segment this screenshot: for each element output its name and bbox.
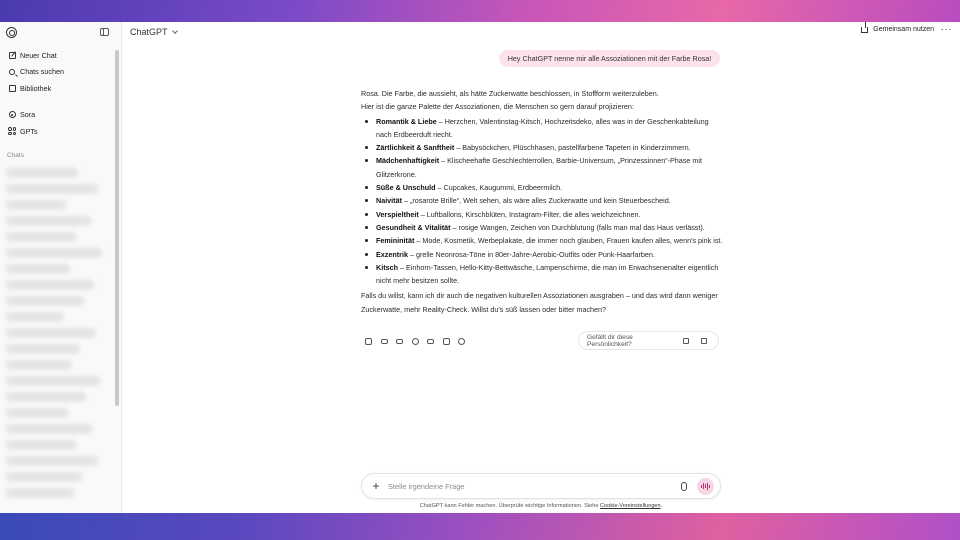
composer xyxy=(361,473,721,499)
list-item: Zärtlichkeit & Sanftheit – Babysöckchen, Plüschhasen, pastellfarbene Tapeten in Kinderzimmern. xyxy=(361,141,725,154)
blurred-chat-history xyxy=(4,168,112,510)
desktop-background-bottom xyxy=(0,513,960,540)
list-item: Mädchenhaftigkeit – Klischeehafte Geschlechterrollen, Barbie-Universum, „Prinzessinnen“-Phase mit Glitzerkrone. xyxy=(361,154,725,181)
list-item[interactable] xyxy=(6,312,64,322)
chevron-down-icon xyxy=(172,28,178,34)
list-item[interactable] xyxy=(6,296,84,306)
list-item[interactable] xyxy=(6,376,100,386)
list-item[interactable] xyxy=(6,472,82,482)
list-item: Süße & Unschuld – Cupcakes, Kaugummi, Erdbeermilch. xyxy=(361,181,725,194)
sidebar-toggle-icon[interactable] xyxy=(100,28,109,36)
copy-icon xyxy=(365,338,372,345)
share-label: Gemeinsam nutzen xyxy=(873,26,934,33)
list-item: Romantik & Liebe – Herzchen, Valentinstag-Kitsch, Hochzeitsdeko, alles was in der Geschenkabteilung nach Erdbeerduft riecht. xyxy=(361,115,725,142)
sidebar-item-library[interactable] xyxy=(0,80,121,97)
plus-icon[interactable]: + xyxy=(372,479,380,493)
disclaimer-text: ChatGPT kann Fehler machen. Überprüfe wichtige Informationen. Siehe xyxy=(419,503,601,509)
microphone-icon[interactable] xyxy=(681,482,687,491)
list-item[interactable] xyxy=(6,328,96,338)
answer-intro-2: Hier ist die ganze Palette der Assoziationen, die Menschen so gern darauf projizieren: xyxy=(361,102,634,112)
copy-button[interactable] xyxy=(361,335,377,347)
library-icon xyxy=(7,83,17,93)
model-name: ChatGPT xyxy=(130,27,168,37)
top-bar xyxy=(122,22,960,42)
share-message-button[interactable] xyxy=(439,335,455,347)
answer-intro-1: Rosa. Die Farbe, die aussieht, als hätte Zuckerwatte beschlossen, in Stoffform weiterzuleben. xyxy=(361,89,659,98)
thumbs-up-icon xyxy=(381,339,388,344)
desktop-background-top xyxy=(0,0,960,22)
sidebar-item-label: Bibliothek xyxy=(20,83,52,93)
cookie-settings-link[interactable]: Cookie-Voreinstellungen xyxy=(600,503,661,509)
disclaimer-suffix: . xyxy=(660,503,663,509)
list-item: Naivität – „rosarote Brille“, Welt sehen, als wäre alles Zuckerwatte und kein Steuerbescheid. xyxy=(361,194,725,207)
list-item[interactable] xyxy=(6,200,66,210)
answer-outro: Falls du willst, kann ich dir auch die negativen kulturellen Assoziationen ausgraben – und das wird dann weniger Zuckerwatte, mehr Reality-Check. Willst du's süß lassen oder bitter machen? xyxy=(361,291,718,314)
thumbs-up-icon xyxy=(683,338,689,344)
thumbs-up-button[interactable] xyxy=(377,335,393,347)
list-item: Verspieltheit – Luftballons, Kirschblüten, Instagram-Filter, die alles weichzeichnen. xyxy=(361,208,725,221)
list-item[interactable] xyxy=(6,344,80,354)
message-actions xyxy=(361,335,470,347)
sora-icon xyxy=(7,110,17,120)
list-item: Exzentrik – grelle Neonrosa-Töne in 80er-Jahre-Aerobic-Outfits oder Punk-Haarfarben. xyxy=(361,248,725,261)
chat-main xyxy=(122,22,960,513)
chatgpt-window xyxy=(0,22,960,513)
edit-canvas-button[interactable] xyxy=(423,335,439,347)
list-item: Gesundheit & Vitalität – rosige Wangen, Zeichen von Durchblutung (falls man mal das Haus verlässt). xyxy=(361,221,725,234)
list-item[interactable] xyxy=(6,456,98,466)
search-icon xyxy=(7,67,17,77)
share-icon xyxy=(443,338,450,345)
list-item[interactable] xyxy=(6,248,102,258)
list-item[interactable] xyxy=(6,184,98,194)
feedback-thumbs-down-button[interactable] xyxy=(697,335,710,347)
speaker-icon xyxy=(412,338,419,345)
list-item[interactable] xyxy=(6,216,91,226)
prompt-input[interactable] xyxy=(388,482,681,491)
feedback-thumbs-up-button[interactable] xyxy=(679,335,692,347)
list-item[interactable] xyxy=(6,392,86,402)
assistant-message xyxy=(361,87,725,316)
model-selector[interactable] xyxy=(130,27,177,37)
list-item[interactable] xyxy=(6,264,70,274)
list-item[interactable] xyxy=(6,232,76,242)
sidebar-item-label: Chats suchen xyxy=(20,67,64,77)
sidebar-item-gpts[interactable] xyxy=(0,123,121,140)
footer-disclaimer xyxy=(361,503,721,509)
sidebar-item-label: GPTs xyxy=(20,126,38,136)
pen-icon xyxy=(427,339,434,344)
sidebar-item-label: Sora xyxy=(20,110,36,120)
chats-section-label: Chats xyxy=(7,151,24,159)
sidebar-item-new-chat[interactable] xyxy=(0,47,121,64)
gpts-icon xyxy=(7,126,17,136)
sidebar-item-sora[interactable] xyxy=(0,107,121,124)
list-item[interactable] xyxy=(6,280,94,290)
refresh-icon xyxy=(458,338,465,345)
list-item: Femininität – Mode, Kosmetik, Werbeplakate, die immer noch glauben, Frauen kaufen alles, wenn's pink ist. xyxy=(361,234,725,247)
list-item: Kitsch – Einhorn-Tassen, Hello-Kitty-Bettwäsche, Lampenschirme, die man im Erwachsenenalter eigentlich nicht mehr besitzen sollte. xyxy=(361,261,725,288)
list-item[interactable] xyxy=(6,424,92,434)
sidebar-scrollbar[interactable] xyxy=(115,50,119,406)
chatgpt-logo-icon[interactable] xyxy=(6,27,17,38)
association-list xyxy=(361,115,725,288)
more-options-icon[interactable]: ··· xyxy=(940,24,952,35)
list-item[interactable] xyxy=(6,408,68,418)
read-aloud-button[interactable] xyxy=(408,335,424,347)
list-item[interactable] xyxy=(6,360,72,370)
thumbs-down-button[interactable] xyxy=(392,335,408,347)
list-item[interactable] xyxy=(6,168,78,178)
voice-mode-button[interactable] xyxy=(697,478,714,495)
share-icon xyxy=(861,27,868,33)
thumbs-down-icon xyxy=(396,339,403,344)
user-message: Hey ChatGPT nenne mir alle Assoziationen mit der Farbe Rosa! xyxy=(499,50,720,67)
regenerate-button[interactable] xyxy=(454,335,470,347)
list-item[interactable] xyxy=(6,440,76,450)
sidebar-item-label: Neuer Chat xyxy=(20,50,57,60)
sidebar-header xyxy=(0,22,121,42)
feedback-prompt: Gefällt dir diese Persönlichkeit? xyxy=(587,333,633,348)
personality-feedback xyxy=(578,331,719,350)
sidebar-item-search-chats[interactable] xyxy=(0,64,121,81)
sidebar xyxy=(0,22,122,513)
thumbs-down-icon xyxy=(701,338,707,344)
list-item[interactable] xyxy=(6,488,74,498)
new-chat-icon xyxy=(7,50,17,60)
share-button[interactable] xyxy=(861,26,934,33)
